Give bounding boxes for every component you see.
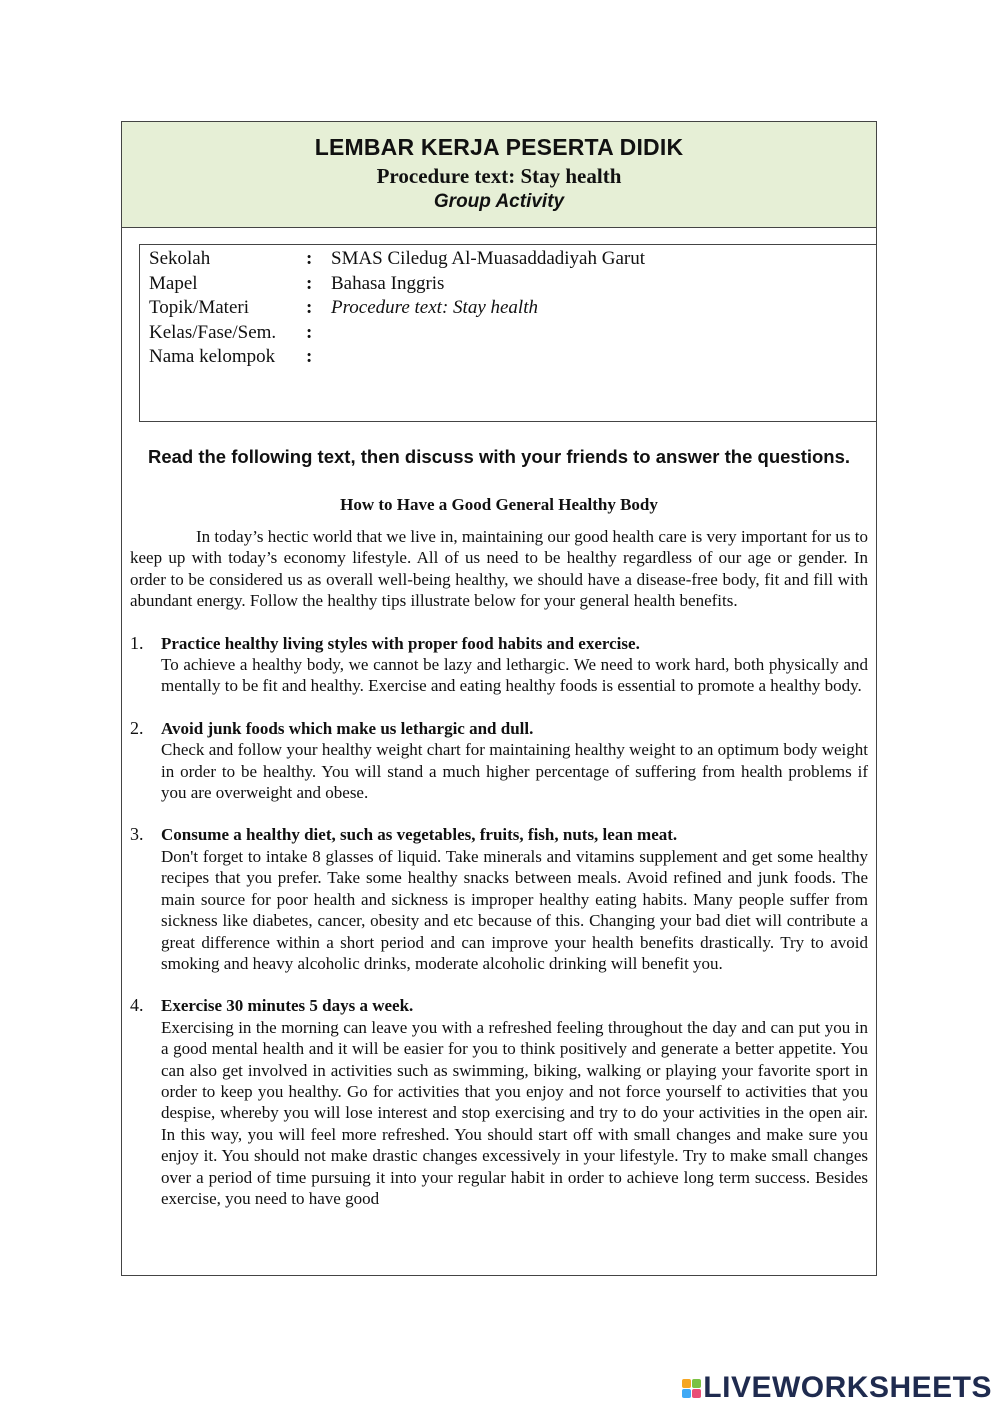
logo-square (682, 1379, 691, 1388)
liveworksheets-logo-icon (682, 1379, 701, 1398)
worksheet-frame (121, 121, 877, 1276)
worksheet-subtitle: Procedure text: Stay health (376, 164, 622, 188)
identity-row-nama-kelompok (149, 345, 877, 370)
tip-item (130, 995, 868, 1209)
identity-colon: : (306, 272, 313, 294)
reading-body (130, 526, 868, 1230)
reading-intro: In today’s hectic world that we live in, maintaining our good health care is very important for us to keep up with today’s economy lifestyle. All of us need to be healthy regardless of our age or gender. In order to be considered us as overall well-being healthy, we should have a disease-free body, fit and fill with abundant energy. Follow the healthy tips illustrate below for your general health benefits. (130, 527, 868, 611)
identity-row-topik (149, 296, 877, 321)
identity-box (139, 244, 877, 422)
identity-row-kelas (149, 321, 877, 346)
worksheet-title: LEMBAR KERJA PESERTA DIDIK (314, 134, 684, 160)
tip-text: Exercising in the morning can leave you with a refreshed feeling throughout the day and can put you in a good mental health and it will be easier for you to think positively and generate a better appetite. You can also get involved in activities such as swimming, biking, walking or playing your favorite sport in order to keep you healthy. Go for activities that you enjoy and not force yourself to activities that you despise, whereby you will lose interest and stop exercising and try to do your activities in the open air. In this way, you will feel more refreshed. You should start off with small changes and make sure you enjoy it. You should not make drastic changes excessively in your lifestyle. Try to make small changes over a period of time pursuing it into your regular habit in order to achieve long term success. Besides exercise, you need to have good (161, 1017, 868, 1208)
tip-number: 1. (130, 632, 144, 653)
identity-value: Procedure text: Stay health (331, 297, 538, 318)
worksheet-header (122, 122, 876, 228)
activity-type: Group Activity (433, 191, 565, 212)
logo-square (692, 1389, 701, 1398)
identity-label: Nama kelompok (149, 346, 276, 367)
logo-square (682, 1389, 691, 1398)
identity-label: Sekolah (149, 248, 211, 269)
watermark-text: LIVEWORKSHEETS (703, 1371, 992, 1404)
identity-label: Topik/Materi (149, 297, 249, 318)
reading-title: How to Have a Good General Healthy Body (340, 495, 658, 514)
tip-item (130, 718, 868, 804)
tip-heading: Avoid junk foods which make us lethargic and dull. (161, 718, 534, 738)
identity-colon: : (306, 321, 313, 343)
tip-number: 3. (130, 824, 144, 845)
tip-number: 4. (130, 995, 144, 1016)
tip-text: Don't forget to intake 8 glasses of liquid. Take minerals and vitamins supplement and get some healthy recipes that you prefer. Take some healthy snacks between meals. Avoid refined and junk foods. The main source for poor health and sickness is improper healthy eating habits. Many people suffer from sickness like diabetes, cancer, obesity and etc because of this. Changing your bad diet will contribute a great difference within a short period and can improve your health benefits drastically. Try to avoid smoking and heavy alcoholic drinks, moderate alcoholic drinking will benefit you. (161, 846, 868, 973)
identity-colon: : (306, 346, 313, 367)
tip-heading: Consume a healthy diet, such as vegetables, fruits, fish, nuts, lean meat. (161, 825, 678, 845)
identity-value-nama-kelompok[interactable] (331, 345, 877, 370)
identity-value: Bahasa Inggris (331, 272, 445, 294)
tip-text: To achieve a healthy body, we cannot be lazy and lethargic. We need to work hard, both physically and mentally to be fit and healthy. Exercise and eating healthy foods is essential to promote a healthy body. (161, 655, 868, 696)
tip-item (130, 633, 868, 697)
identity-colon: : (306, 248, 313, 269)
identity-row-mapel (149, 272, 877, 297)
tip-text: Check and follow your healthy weight chart for maintaining healthy weight to an optimum body weight in order to be healthy. You will stand a much higher percentage of suffering from health problems if you are overweight and obese. (161, 740, 868, 803)
tip-number: 2. (130, 717, 144, 738)
identity-row-sekolah (149, 247, 877, 272)
tip-item (130, 824, 868, 974)
identity-value: SMAS Ciledug Al-Muasaddadiyah Garut (331, 248, 646, 269)
instruction-text: Read the following text, then discuss with your friends to answer the questions. (147, 446, 851, 467)
identity-label: Mapel (149, 272, 198, 294)
identity-colon: : (306, 297, 313, 318)
identity-label: Kelas/Fase/Sem. (149, 321, 277, 343)
liveworksheets-watermark (682, 1371, 992, 1405)
tip-heading: Practice healthy living styles with proper food habits and exercise. (161, 633, 640, 653)
logo-square (692, 1379, 701, 1388)
identity-value-kelas[interactable] (331, 321, 877, 346)
tip-heading: Exercise 30 minutes 5 days a week. (161, 996, 414, 1016)
